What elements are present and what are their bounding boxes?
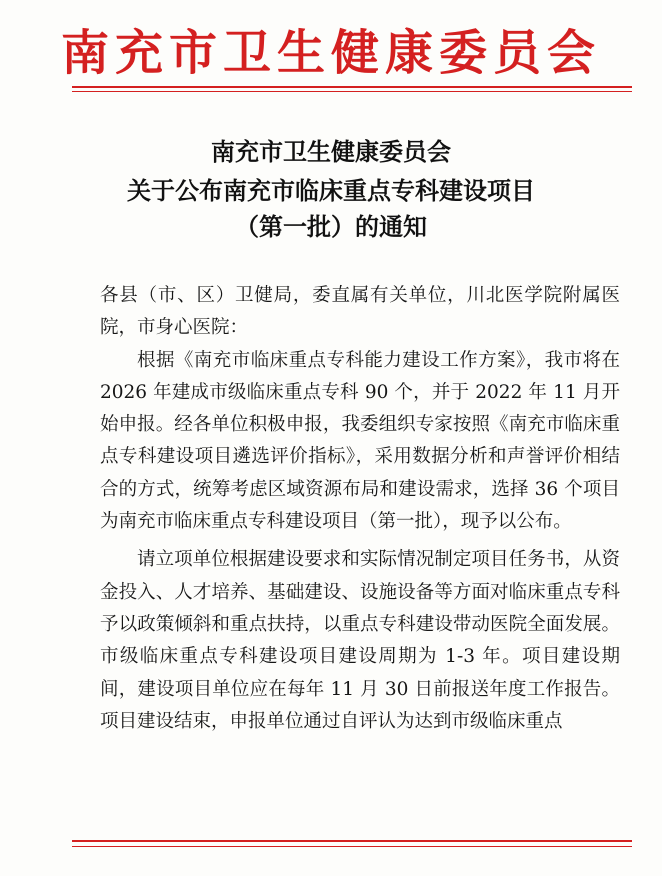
footer-divider xyxy=(72,840,632,842)
doc-title-line-2: 关于公布南充市临床重点专科建设项目 xyxy=(127,177,535,205)
footer-divider-thin xyxy=(72,846,632,847)
letterhead-org-name: 南充市卫生健康委员会 xyxy=(60,25,601,81)
salutation: 各县（市、区）卫健局，委直属有关单位，川北医学院附属医院，市身心医院： xyxy=(100,285,620,339)
header-divider xyxy=(72,86,632,88)
doc-title-line-1: 南充市卫生健康委员会 xyxy=(211,138,451,166)
document-body xyxy=(100,280,620,738)
doc-title-line-3: （第一批）的通知 xyxy=(235,213,427,241)
header-divider-thin xyxy=(72,91,632,92)
paragraph-2: 请立项单位根据建设要求和实际情况制定项目任务书，从资金投入、人才培养、基础建设、设施设备等方面对临床重点专科予以政策倾斜和重点扶持，以重点专科建设带动医院全面发展。市级临床重点专科建设项目建设周期为 1-3 年。项目建设期间，建设项目单位应在每年 11 月 30 日前报送年度工作报告。项目建设结束，申报单位通过自评认为达到市级临床重点 xyxy=(100,549,620,732)
paragraph-1: 根据《南充市临床重点专科能力建设工作方案》，我市将在 2026 年建成市级临床重点专科 90 个，并于 2022 年 11 月开始申报。经各单位积极申报，我委组织专家按照《南充市临床重点专科建设项目遴选评价指标》，采用数据分析和声誉评价相结合的方式，统筹考虑区域资源布局和建设需求，选择 36 个项目为南充市临床重点专科建设项目（第一批），现予以公布。 xyxy=(100,349,620,533)
